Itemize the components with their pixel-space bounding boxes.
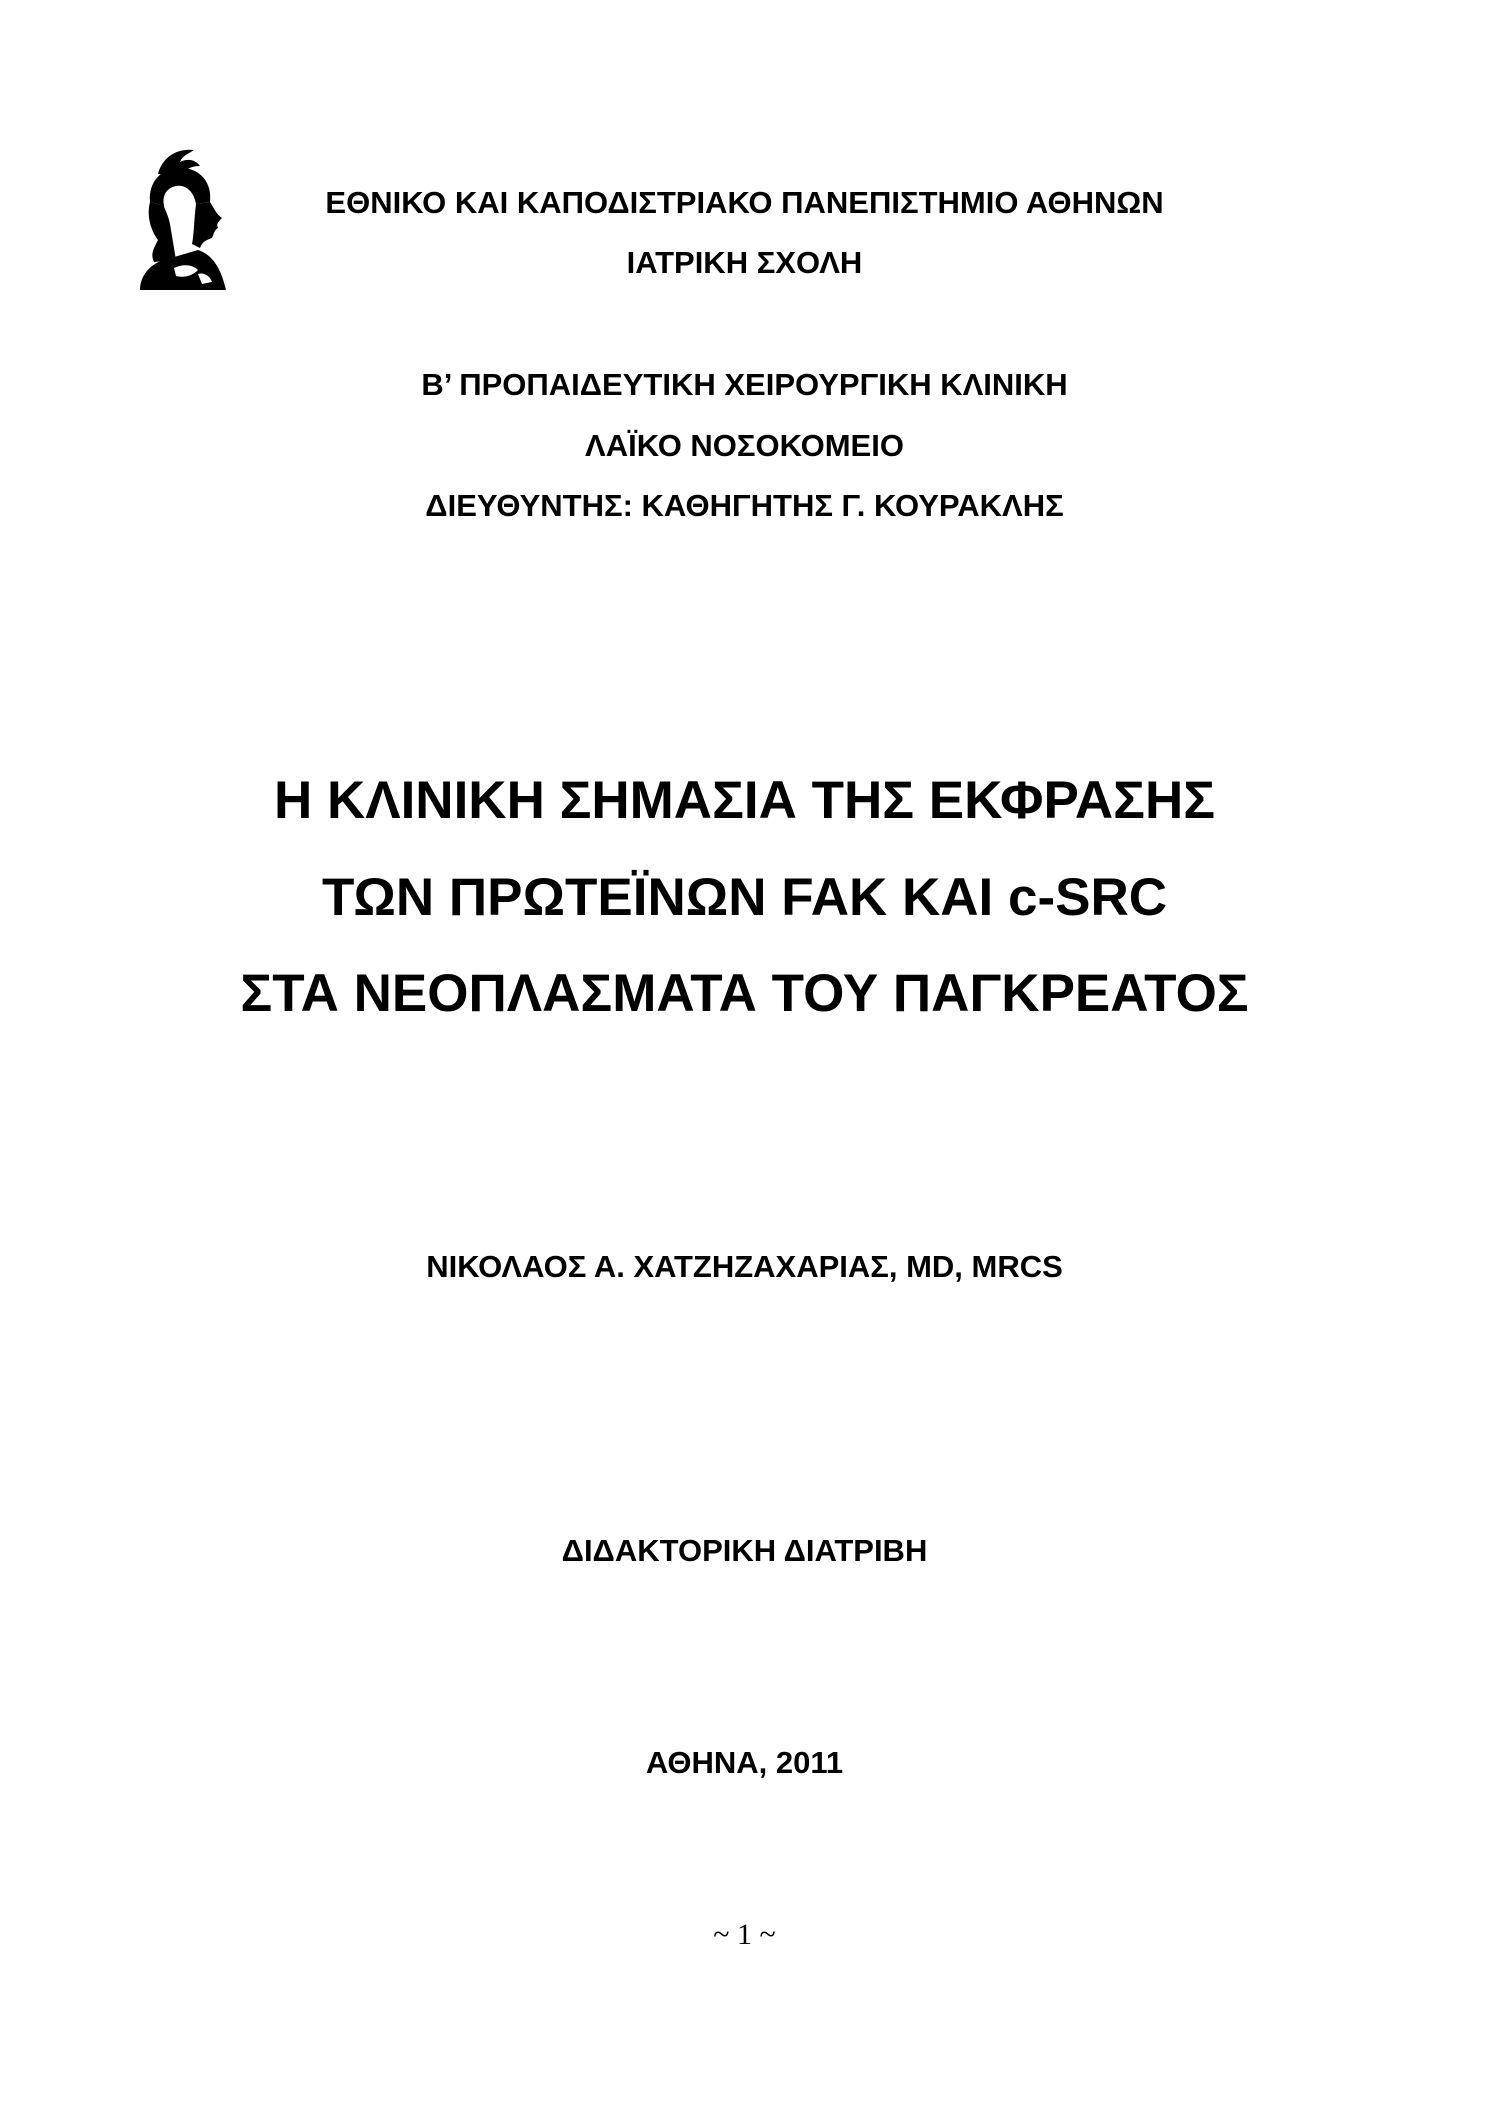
thesis-title-line-3: ΣΤΑ ΝΕΟΠΛΑΣΜΑΤΑ ΤΟΥ ΠΑΓΚΡΕΑΤΟΣ xyxy=(240,964,1249,1023)
author-name: ΝΙΚΟΛΑΟΣ Α. ΧΑΤΖΗΖΑΧΑΡΙΑΣ, MD, MRCS xyxy=(426,1249,1063,1284)
place-date: ΑΘΗΝΑ, 2011 xyxy=(645,1745,844,1780)
school-name: ΙΑΤΡΙΚΗ ΣΧΟΛΗ xyxy=(626,245,863,280)
hospital-name: ΛΑΪΚΟ ΝΟΣΟΚΟΜΕΙΟ xyxy=(585,428,904,463)
document-type: ΔΙΔΑΚΤΟΡΙΚΗ ΔΙΑΤΡΙΒΗ xyxy=(561,1533,928,1568)
page-number: ~ 1 ~ xyxy=(713,1918,776,1951)
clinic-name: Β’ ΠΡΟΠΑΙΔΕΥΤΙΚΗ ΧΕΙΡΟΥΡΓΙΚΗ ΚΛΙΝΙΚΗ xyxy=(421,367,1068,402)
thesis-title-line-2: ΤΩΝ ΠΡΩΤΕΪΝΩΝ FAK ΚΑΙ c-SRC xyxy=(322,868,1167,927)
director-line: ΔΙΕΥΘΥΝΤΗΣ: ΚΑΘΗΓΗΤΗΣ Γ. ΚΟΥΡΑΚΛΗΣ xyxy=(425,488,1064,523)
thesis-title-line-1: Η ΚΛΙΝΙΚΗ ΣΗΜΑΣΙΑ ΤΗΣ ΕΚΦΡΑΣΗΣ xyxy=(273,771,1216,830)
university-name: ΕΘΝΙΚΟ ΚΑΙ ΚΑΠΟΔΙΣΤΡΙΑΚΟ ΠΑΝΕΠΙΣΤΗΜΙΟ ΑΘΗΝΩΝ xyxy=(325,185,1164,220)
